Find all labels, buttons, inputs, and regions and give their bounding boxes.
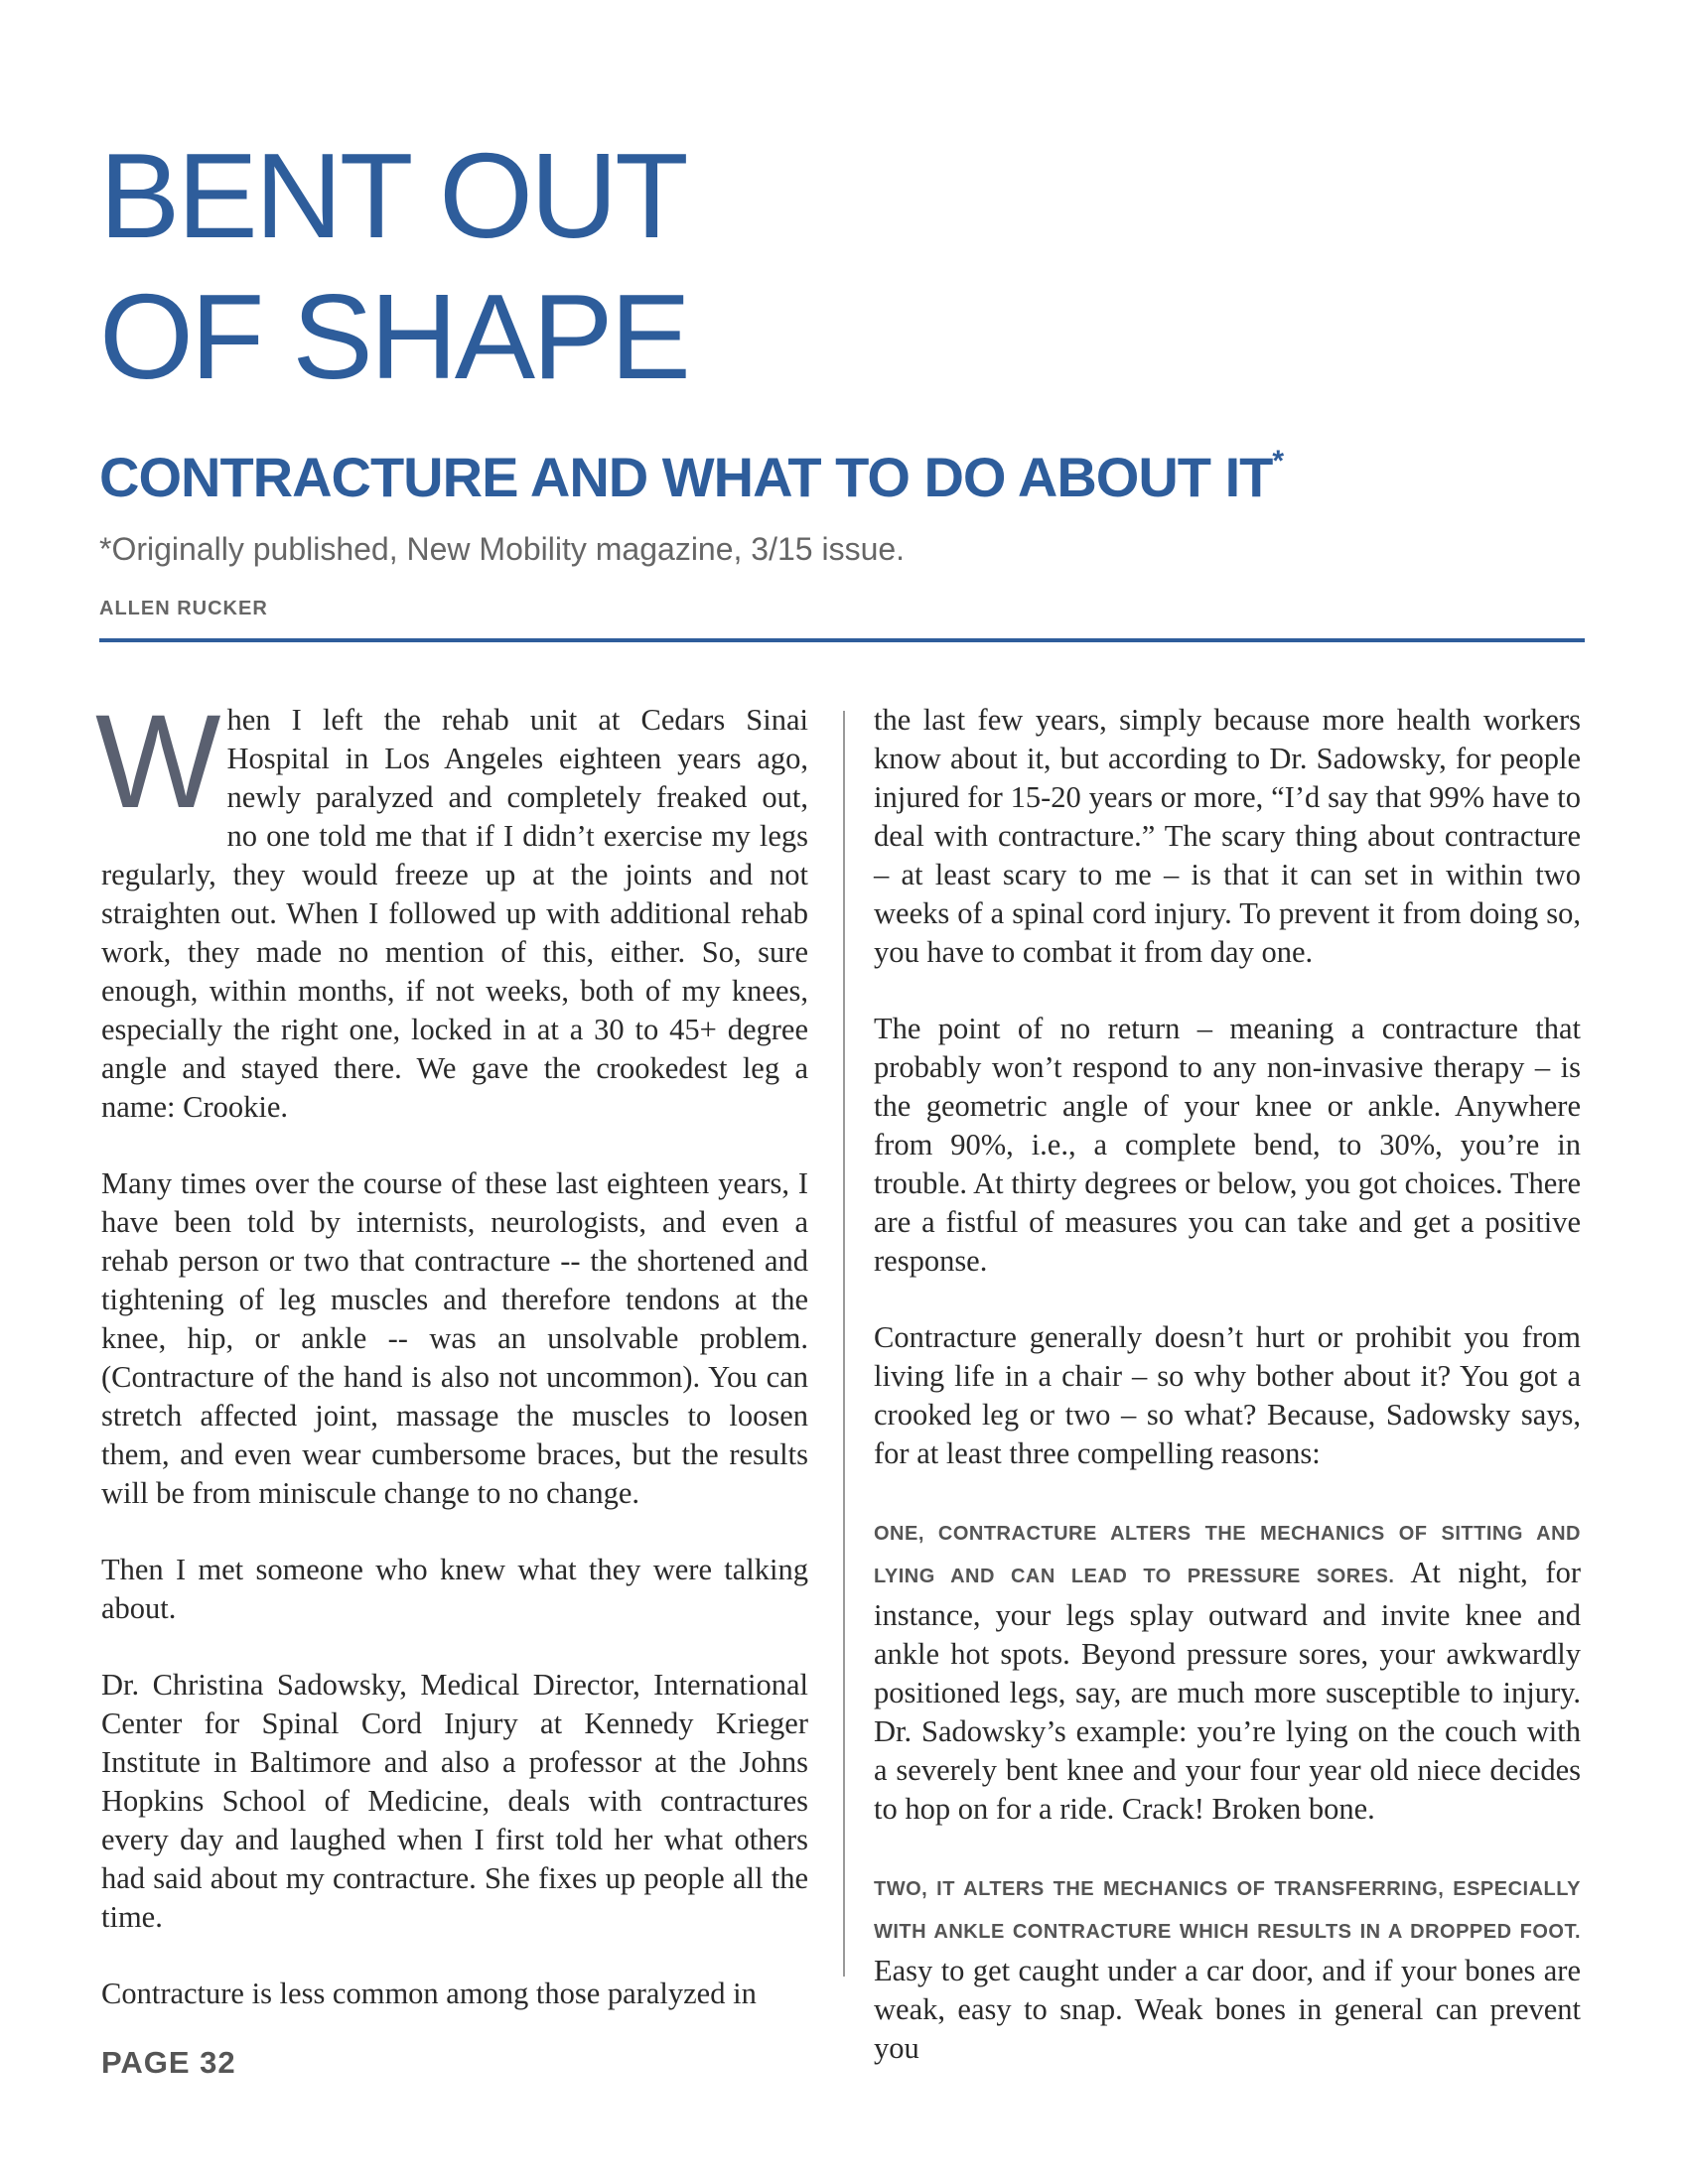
author-byline: ALLEN RUCKER [99, 598, 268, 619]
title-line-1: BENT OUT [99, 128, 686, 263]
paragraph-text: hen I left the rehab unit at Cedars Sinai Hospital in Los Angeles eighteen years ago, newly paralyzed and completely freaked out, no one told me that if I didn’t exercise my legs regularly, they would freeze up at the joints and not straighten out. When I followed up with additional rehab work, they made no mention of this, either. So, sure enough, within months, if not weeks, both of my knees, especially the right one, locked in at a 30 to 45+ degree angle and stayed there. We gave the crookedest leg a name: Crookie. [101, 703, 808, 1124]
point-two-lead: TWO, IT ALTERS THE MECHANICS OF TRANSFERRING, ESPECIALLY WITH ANKLE CONTRACTURE WHICH RESULTS IN A DROPPED FOOT. [874, 1878, 1581, 1943]
publication-note: *Originally published, New Mobility magazine, 3/15 issue. [99, 531, 906, 567]
drop-cap: W [95, 688, 221, 836]
article-column-left [95, 688, 808, 2010]
paragraph: Then I met someone who knew what they were talking about. [101, 1553, 808, 1625]
page-number: PAGE 32 [101, 2045, 236, 2080]
paragraph [95, 688, 808, 1127]
column-divider [843, 711, 845, 1977]
point-one-lead: ONE, CONTRACTURE ALTERS THE MECHANICS OF SITTING AND LYING AND CAN LEAD TO PRESSURE SORES. [874, 1523, 1581, 1587]
point-two-text: Easy to get caught under a car door, and if your bones are weak, easy to snap. Weak bones in general can prevent you [874, 1954, 1581, 2065]
article-title [99, 125, 1192, 407]
paragraph: the last few years, simply because more health workers know about it, but according to Dr. Sadowsky, for people injured for 15-20 years or more, “I’d say that 99% have to deal with contracture.” The scary thing about contracture – at least scary to me – is that it can set in within two weeks of a spinal cord injury. To prevent it from doing so, you have to combat it from day one. [874, 703, 1581, 969]
point-one-text: At night, for instance, your legs splay outward and invite knee and ankle hot spots. Beyond pressure sores, your awkwardly positioned legs, say, are much more susceptible to injury. Dr. Sadowsky’s example: you’re lying on the couch with a severely bent knee and your four year old niece decides to hop on for a ride. Crack! Broken bone. [874, 1556, 1581, 1826]
header-divider [99, 638, 1585, 642]
paragraph: Many times over the course of these last eighteen years, I have been told by internists, neurologists, and even a rehab person or two that contracture -- the shortened and tightening of leg muscles and therefore tendons at the knee, hip, or ankle -- was an unsolvable problem. (Contracture of the hand is also not uncommon). You can stretch affected joint, massage the muscles to loosen them, and even wear cumbersome braces, but the results will be from miniscule change to no change. [101, 1166, 808, 1510]
article-subtitle [99, 427, 1589, 512]
title-line-2: OF SHAPE [99, 269, 688, 404]
paragraph-point-one [874, 1511, 1581, 1829]
paragraph: Contracture is less common among those paralyzed in [101, 1977, 757, 2010]
subtitle-footnote-mark: * [1272, 445, 1285, 478]
article-column-right [874, 701, 1581, 2065]
paragraph: The point of no return – meaning a contracture that probably won’t respond to any non-invasive therapy – is the geometric angle of your knee or ankle. Anywhere from 90%, i.e., a complete bend, to 30%, you’re in trouble. At thirty degrees or below, you got choices. There are a fistful of measures you can take and get a positive response. [874, 1012, 1581, 1278]
paragraph-point-two [874, 1866, 1581, 2068]
paragraph: Contracture generally doesn’t hurt or prohibit you from living life in a chair – so why bother about it? You got a crooked leg or two – so what? Because, Sadowsky says, for at least three compelling reasons: [874, 1320, 1581, 1470]
subtitle-text: CONTRACTURE AND WHAT TO DO ABOUT IT [99, 446, 1273, 508]
paragraph: Dr. Christina Sadowsky, Medical Director, International Center for Spinal Cord Injury at Kennedy Krieger Institute in Baltimore and also a professor at the Johns Hopkins School of Medicine, deals with contractures every day and laughed when I first told her what others had said about my contracture. She fixes up people all the time. [101, 1668, 808, 1934]
